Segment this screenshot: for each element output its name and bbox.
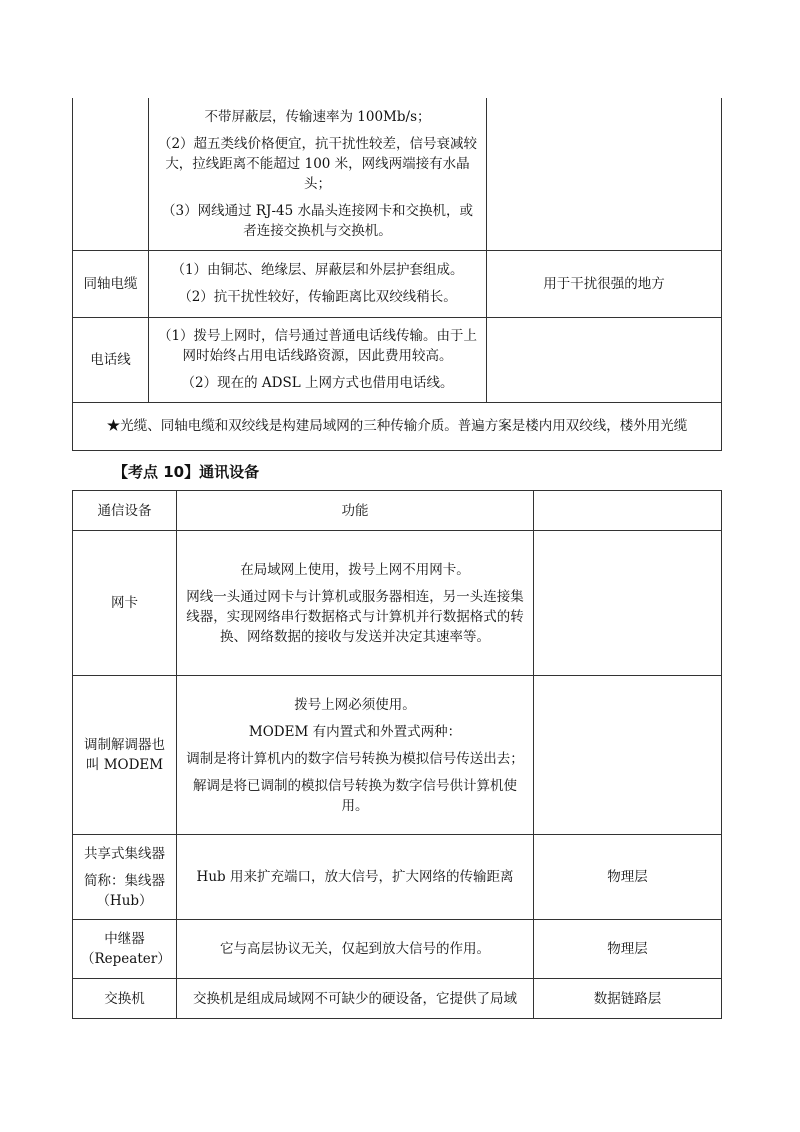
device-name-line: 简称：集线器（Hub） bbox=[84, 872, 165, 909]
device-name-line: 中继器（Repeater） bbox=[81, 931, 171, 967]
device-layer-cell: 数据链路层 bbox=[534, 979, 722, 1019]
table-row bbox=[73, 317, 722, 402]
table-row bbox=[73, 250, 722, 317]
func-line: 交换机是组成局域网不可缺少的硬设备，它提供了局域 bbox=[193, 990, 517, 1007]
device-name-cell bbox=[73, 920, 177, 979]
device-func-cell bbox=[177, 979, 534, 1019]
media-desc-cell bbox=[149, 317, 487, 402]
func-line: 解调是将已调制的模拟信号转换为数字信号供计算机使用。 bbox=[193, 777, 517, 814]
func-line: 调制是将计算机内的数字信号转换为模拟信号传送出去； bbox=[186, 750, 524, 767]
media-desc-cell bbox=[149, 250, 487, 317]
device-func-cell bbox=[177, 835, 534, 920]
desc-line: （2）超五类线价格便宜，抗干扰性较差，信号衰减较大，拉线距离不能超过 100 米，网线两端接有水晶头； bbox=[157, 135, 478, 192]
device-layer-cell: 物理层 bbox=[534, 920, 722, 979]
column-header: 功能 bbox=[177, 491, 534, 531]
func-line: Hub 用来扩充端口，放大信号，扩大网络的传输距离 bbox=[196, 869, 514, 885]
media-use-cell bbox=[487, 98, 722, 250]
media-desc-cell bbox=[149, 98, 487, 250]
desc-line: （2）现在的 ADSL 上网方式也借用电话线。 bbox=[181, 375, 454, 391]
func-line: 它与高层协议无关，仅起到放大信号的作用。 bbox=[220, 941, 490, 957]
device-name-line: 网卡 bbox=[111, 595, 138, 611]
device-name-cell bbox=[73, 979, 177, 1019]
table-row bbox=[73, 531, 722, 676]
device-name-line: 交换机 bbox=[104, 990, 145, 1007]
section-heading: 【考点 10】通讯设备 bbox=[113, 463, 260, 481]
func-line: MODEM 有内置式和外置式两种： bbox=[248, 723, 462, 740]
column-header: 通信设备 bbox=[73, 491, 177, 531]
device-name-cell bbox=[73, 835, 177, 920]
column-header bbox=[534, 491, 722, 531]
desc-line: （1）由铜芯、绝缘层、屏蔽层和外层护套组成。 bbox=[171, 262, 464, 278]
table-row bbox=[73, 979, 722, 1019]
media-use-cell: 用于干扰很强的地方 bbox=[487, 250, 722, 317]
device-name-line: 共享式集线器 bbox=[84, 845, 165, 862]
desc-line: 不带屏蔽层，传输速率为 100Mb/s； bbox=[204, 108, 431, 125]
media-name-cell: 同轴电缆 bbox=[73, 250, 149, 317]
device-layer-cell bbox=[534, 531, 722, 676]
func-line: 在局域网上使用，拨号上网不用网卡。 bbox=[240, 561, 470, 578]
device-layer-cell bbox=[534, 676, 722, 835]
desc-line: （3）网线通过 RJ-45 水晶头连接网卡和交换机，或者连接交换机与交换机。 bbox=[162, 202, 473, 239]
device-name-cell bbox=[73, 676, 177, 835]
table-header-row bbox=[73, 491, 722, 531]
table-row bbox=[73, 835, 722, 920]
media-use-cell bbox=[487, 317, 722, 402]
media-name-cell bbox=[73, 98, 149, 250]
func-line: 网线一头通过网卡与计算机或服务器相连，另一头连接集线器，实现网络串行数据格式与计算机并行数据格式的转换、网络数据的接收与发送并决定其速率等。 bbox=[186, 588, 524, 645]
table-row bbox=[73, 98, 722, 250]
desc-line: （2）抗干扰性较好，传输距离比双绞线稍长。 bbox=[178, 289, 457, 305]
device-func-cell bbox=[177, 920, 534, 979]
table-row bbox=[73, 402, 722, 450]
device-func-cell bbox=[177, 676, 534, 835]
device-name-line: 调制解调器也叫 MODEM bbox=[84, 737, 165, 773]
table-row bbox=[73, 676, 722, 835]
devices-table bbox=[72, 490, 722, 1019]
device-name-cell bbox=[73, 531, 177, 676]
device-func-cell bbox=[177, 531, 534, 676]
transmission-media-table bbox=[72, 98, 722, 451]
table-row bbox=[73, 920, 722, 979]
func-line: 拨号上网必须使用。 bbox=[294, 696, 416, 713]
media-note: ★光缆、同轴电缆和双绞线是构建局域网的三种传输介质。普遍方案是楼内用双绞线，楼外用光缆 bbox=[73, 402, 722, 450]
desc-line: （1）拨号上网时，信号通过普通电话线传输。由于上网时始终占用电话线路资源，因此费用较高。 bbox=[157, 328, 478, 364]
device-layer-cell: 物理层 bbox=[534, 835, 722, 920]
media-name-cell: 电话线 bbox=[73, 317, 149, 402]
